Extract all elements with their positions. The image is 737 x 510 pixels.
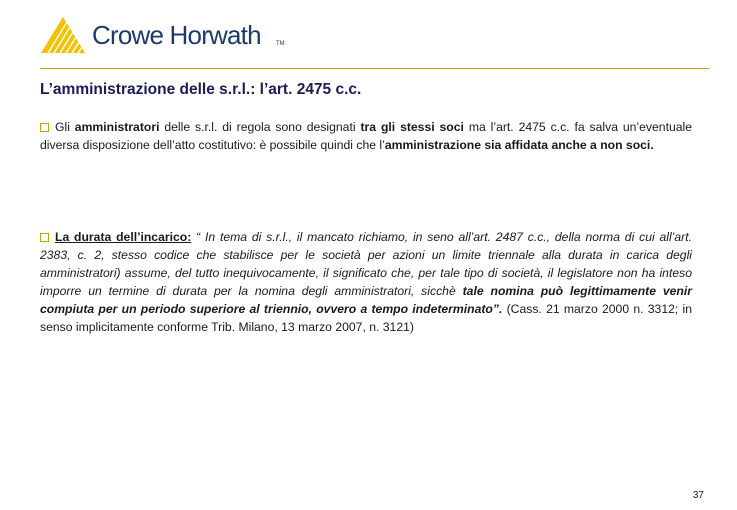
checkbox-bullet-icon xyxy=(40,123,49,132)
paragraph-durata-incarico xyxy=(40,228,692,336)
p2-text-1: “ In tema di s.r.l., il mancato richiamo, in seno all’art. 2487 c.c., della norma di cui all’art. 2383, c. 2, stesso codice che stabilisce per le società per azioni un limite triennale alla durata in carica degli amministratori) assume, del tutto inequivocamente, il significato che, per tale tipo di società, il legislatore non ha inteso imporre un termine di durata per la nomina degli amministratori, sicchè xyxy=(40,230,693,298)
paragraph-amministratori xyxy=(40,118,692,154)
crowe-horwath-logo xyxy=(40,16,290,54)
p1-text-2: delle s.r.l. di regola sono designati xyxy=(159,120,361,134)
checkbox-bullet-icon xyxy=(40,233,49,242)
p1-bold-2: tra gli stessi soci xyxy=(360,120,464,134)
page-title: L’amministrazione delle s.r.l.: l’art. 2475 c.c. xyxy=(40,81,362,98)
logo-triangle-icon xyxy=(40,16,86,54)
p1-bold-3: amministrazione sia affidata anche a non soci. xyxy=(384,138,654,152)
p2-heading: La durata dell’incarico: xyxy=(55,230,192,244)
logo-trademark: TM xyxy=(276,41,285,47)
logo-text: Crowe Horwath xyxy=(92,20,261,50)
page-number: 37 xyxy=(692,490,704,501)
p1-text-3: ma l’art. 2475 c.c. fa salva un’eventuale diversa disposizione dell’atto costitutivo: è possibile quindi che l’ xyxy=(40,120,692,152)
header-divider xyxy=(40,68,709,69)
p2-text-2: (Cass. 21 marzo 2000 n. 3312; in senso implicitamente conforme Trib. Milano, 13 marzo 2007, n. 3121) xyxy=(40,302,692,334)
p1-bold-1: amministratori xyxy=(74,120,160,134)
p1-text-1: Gli xyxy=(55,120,75,134)
p2-bold-1: tale nomina può legittimamente venir compiuta per un periodo superiore al triennio, ovvero a tempo indeterminato”. xyxy=(40,284,692,316)
